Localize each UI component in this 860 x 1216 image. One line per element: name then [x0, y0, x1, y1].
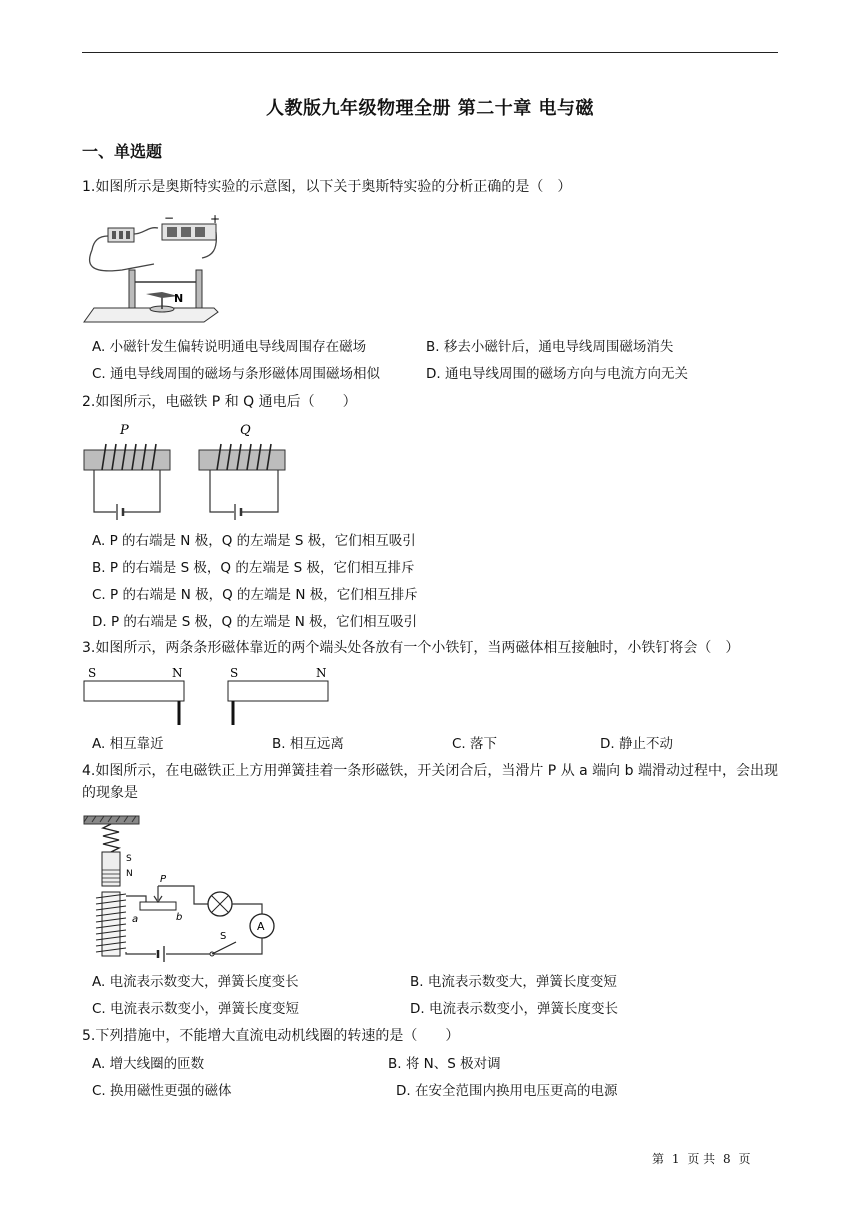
q3-option-a[interactable]: A. 相互靠近	[92, 736, 164, 752]
q5-option-a[interactable]: A. 增大线圈的匝数	[92, 1056, 205, 1072]
q4-option-d[interactable]: D. 电流表示数变小，弹簧长度变长	[410, 1001, 618, 1017]
p-label: P	[120, 423, 129, 438]
end-b-label: b	[176, 912, 183, 923]
electromagnets-p-q-figure	[82, 420, 297, 525]
q3-option-b[interactable]: B. 相互远离	[272, 736, 344, 752]
q2-option-b[interactable]: B. P 的右端是 S 极，Q 的左端是 S 极，它们相互排斥	[92, 560, 415, 576]
plus-label: +	[210, 212, 221, 226]
section-heading: 一、单选题	[82, 142, 163, 161]
q1-option-b[interactable]: B. 移去小磁针后，通电导线周围磁场消失	[426, 339, 674, 355]
page-footer	[650, 1150, 752, 1167]
q5-option-c[interactable]: C. 换用磁性更强的磁体	[92, 1083, 232, 1099]
q4-option-c[interactable]: C. 电流表示数变小，弹簧长度变短	[92, 1001, 300, 1017]
switch-s-label: S	[220, 931, 227, 942]
question-1-stem: 1.如图所示是奥斯特实验的示意图，以下关于奥斯特实验的分析正确的是（ ）	[82, 179, 572, 195]
q5-option-d[interactable]: D. 在安全范围内换用电压更高的电源	[396, 1083, 618, 1099]
magnet1-s-label: S	[88, 666, 97, 680]
end-a-label: a	[132, 914, 139, 925]
question-3-stem: 3.如图所示，两条条形磁体靠近的两个端头处各放有一个小铁钉，当两磁体相互接触时，小铁钉将会（ ）	[82, 640, 740, 656]
magnet-n-label: N	[126, 869, 133, 879]
page-title: 人教版九年级物理全册 第二十章 电与磁	[265, 98, 595, 119]
q4-option-a[interactable]: A. 电流表示数变大，弹簧长度变长	[92, 974, 299, 990]
footer-suffix: 页	[738, 1152, 751, 1166]
footer-total-pages: 8	[722, 1152, 731, 1166]
minus-label: −	[164, 211, 175, 225]
magnet2-n-label: N	[316, 666, 327, 680]
footer-mid: 页 共	[687, 1152, 716, 1166]
footer-prefix: 第	[652, 1152, 665, 1166]
magnet1-n-label: N	[172, 666, 183, 680]
q2-option-d[interactable]: D. P 的右端是 S 极，Q 的左端是 N 极，它们相互吸引	[92, 614, 418, 630]
electromagnet-spring-circuit-figure	[84, 814, 284, 964]
q1-option-c[interactable]: C. 通电导线周围的磁场与条形磁体周围磁场相似	[92, 366, 381, 382]
question-5-stem: 5.下列措施中，不能增大直流电动机线圈的转速的是（ ）	[82, 1028, 460, 1044]
q1-option-d[interactable]: D. 通电导线周围的磁场方向与电流方向无关	[426, 366, 688, 382]
question-2-stem: 2.如图所示，电磁铁 P 和 Q 通电后（ ）	[82, 394, 357, 410]
bar-magnets-nails-figure	[82, 664, 337, 728]
magnet2-s-label: S	[230, 666, 239, 680]
q1-option-a[interactable]: A. 小磁针发生偏转说明通电导线周围存在磁场	[92, 339, 367, 355]
q2-option-c[interactable]: C. P 的右端是 N 极，Q 的左端是 N 极，它们相互排斥	[92, 587, 418, 603]
question-4-stem: 4.如图所示，在电磁铁正上方用弹簧挂着一条形磁铁，开关闭合后，当滑片 P 从 a 端向 b 端滑动过程中，会出现的现象是	[82, 763, 778, 801]
slider-p-label: P	[160, 874, 167, 885]
footer-page-number: 1	[671, 1152, 680, 1166]
header-rule	[82, 52, 778, 53]
q3-option-c[interactable]: C. 落下	[452, 736, 498, 752]
needle-n-label: N	[174, 292, 184, 305]
q2-option-a[interactable]: A. P 的右端是 N 极，Q 的左端是 S 极，它们相互吸引	[92, 533, 416, 549]
ammeter-label: A	[257, 920, 265, 933]
q-label: Q	[240, 423, 251, 438]
oersted-experiment-figure	[84, 212, 219, 327]
q3-option-d[interactable]: D. 静止不动	[600, 736, 673, 752]
magnet-s-label: S	[126, 854, 132, 864]
q5-option-b[interactable]: B. 将 N、S 极对调	[388, 1056, 501, 1072]
q4-option-b[interactable]: B. 电流表示数变大，弹簧长度变短	[410, 974, 617, 990]
